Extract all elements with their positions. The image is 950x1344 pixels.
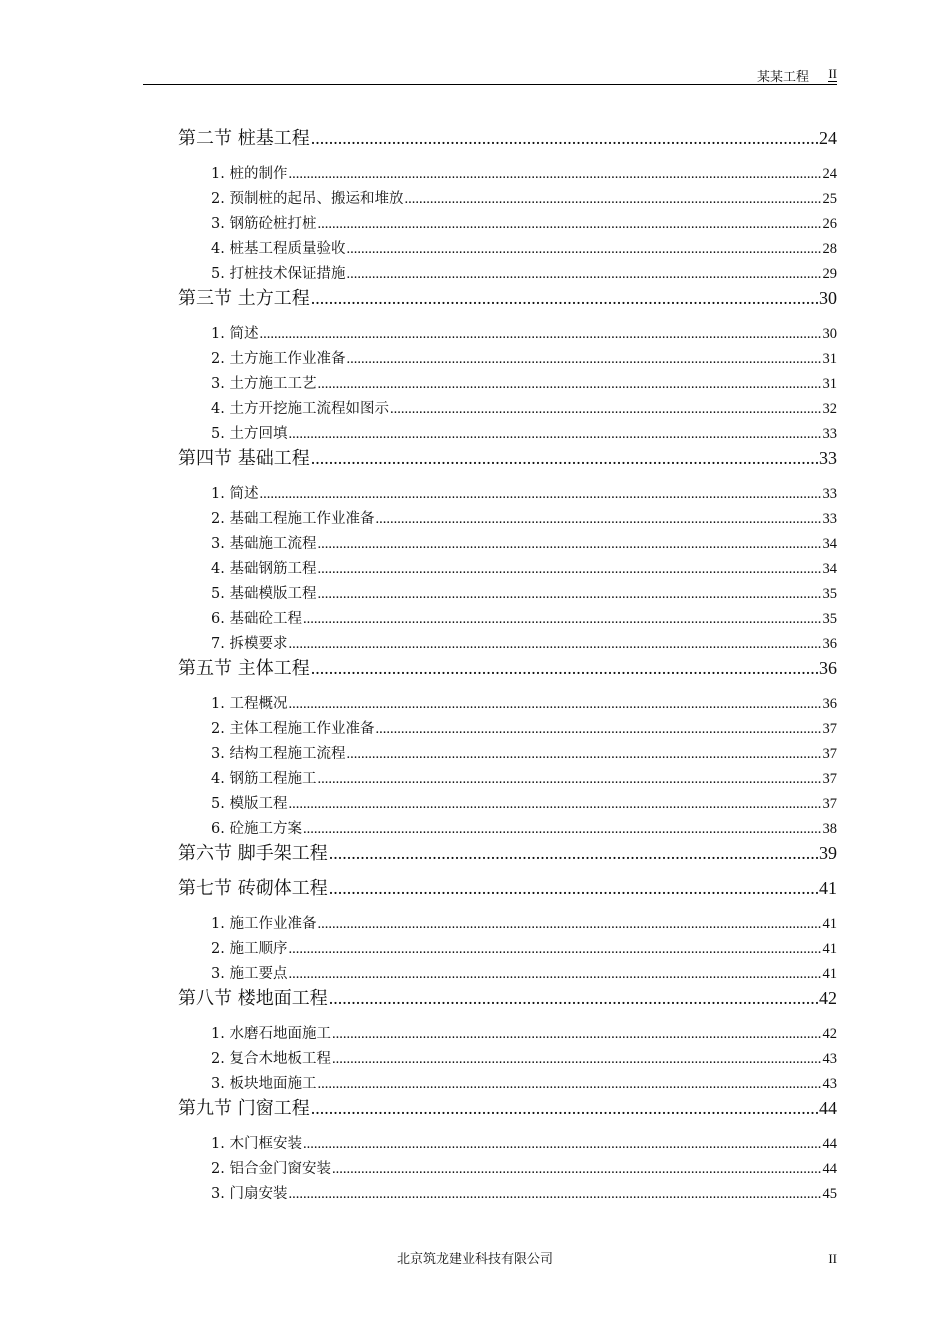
toc-page-number: 34 [822,561,837,577]
toc-page-number: 37 [822,771,837,787]
toc-label: 2. 铝合金门窗安装 [211,1161,331,1177]
toc-page-number: 44 [822,1161,837,1177]
toc-leader-dots [317,536,821,553]
toc-page-number: 37 [822,796,837,812]
toc-label: 第八节 楼地面工程 [178,988,328,1009]
toc-leader-dots [332,1051,822,1068]
toc-page-number: 31 [822,351,837,367]
toc-page-number: 41 [822,966,837,982]
toc-leader-dots [311,288,818,309]
toc-label: 第三节 土方工程 [178,288,310,309]
toc-page-number: 33 [822,426,837,442]
toc-leader-dots [288,696,821,713]
toc-leader-dots [288,1186,821,1203]
toc-label: 2. 基础工程施工作业准备 [211,511,375,527]
toc-leader-dots [288,966,821,983]
toc-label: 第七节 砖砌体工程 [178,878,328,899]
page-header [143,64,837,85]
toc-page-number: 24 [819,128,837,148]
toc-label: 3. 基础施工流程 [211,536,317,552]
toc-leader-dots [329,988,818,1009]
toc-page-number: 35 [822,611,837,627]
toc-item[interactable] [211,237,837,257]
toc-page-number: 42 [822,1026,837,1042]
toc-item[interactable] [211,1022,837,1042]
toc-leader-dots [329,878,818,899]
toc-page-number: 43 [822,1051,837,1067]
toc-leader-dots [375,511,821,528]
toc-leader-dots [317,586,821,603]
toc-item[interactable] [211,1132,837,1152]
toc-leader-dots [303,611,822,628]
toc-leader-dots [303,1136,822,1153]
toc-item[interactable] [211,507,837,527]
toc-item[interactable] [211,1047,837,1067]
toc-page-number: 30 [819,288,837,308]
toc-leader-dots [346,241,821,258]
toc-leader-dots [317,216,821,233]
toc-page-number: 45 [822,1186,837,1202]
toc-page-number: 31 [822,376,837,392]
toc-leader-dots [375,721,821,738]
toc-label: 2. 施工顺序 [211,941,288,957]
toc-label: 3. 施工要点 [211,966,288,982]
toc-leader-dots [311,1098,818,1119]
toc-leader-dots [317,376,821,393]
toc-leader-dots [329,843,818,864]
toc-label: 3. 土方施工工艺 [211,376,317,392]
toc-item[interactable] [211,347,837,367]
toc-leader-dots [288,636,821,653]
toc-label: 第五节 主体工程 [178,658,310,679]
toc-page-number: 44 [822,1136,837,1152]
header-page-number: II [828,66,837,81]
toc-section[interactable] [178,654,837,678]
toc-leader-dots [311,448,818,469]
toc-label: 1. 水磨石地面施工 [211,1026,331,1042]
toc-label: 4. 桩基工程质量验收 [211,241,346,257]
toc-leader-dots [311,658,818,679]
toc-item[interactable] [211,532,837,552]
toc-page-number: 44 [819,1098,837,1118]
toc-page-number: 43 [822,1076,837,1092]
toc-item[interactable] [211,262,837,282]
toc-leader-dots [303,821,822,838]
toc-label: 1. 简述 [211,326,259,342]
toc-item[interactable] [211,767,837,787]
toc-label: 4. 基础钢筋工程 [211,561,317,577]
toc-item[interactable] [211,912,837,932]
toc-leader-dots [311,128,818,149]
toc-label: 5. 土方回填 [211,426,288,442]
toc-item[interactable] [211,817,837,837]
toc-label: 4. 土方开挖施工流程如图示 [211,401,389,417]
toc-item[interactable] [211,607,837,627]
toc-page-number: 41 [822,916,837,932]
toc-page-number: 29 [822,266,837,282]
toc-leader-dots [346,746,821,763]
toc-label: 6. 基础砼工程 [211,611,302,627]
toc-item[interactable] [211,187,837,207]
toc-leader-dots [332,1161,822,1178]
toc-page-number: 36 [819,658,837,678]
toc-item[interactable] [211,212,837,232]
toc-item[interactable] [211,322,837,342]
toc-leader-dots [317,561,821,578]
toc-page-number: 30 [822,326,837,342]
toc-page-number: 33 [822,511,837,527]
toc-leader-dots [317,771,821,788]
toc-item[interactable] [211,792,837,812]
toc-label: 第九节 门窗工程 [178,1098,310,1119]
toc-label: 第四节 基础工程 [178,448,310,469]
toc-label: 1. 简述 [211,486,259,502]
toc-label: 5. 基础模版工程 [211,586,317,602]
toc-leader-dots [288,941,821,958]
toc-section[interactable] [178,839,837,863]
toc-section[interactable] [178,284,837,308]
toc-label: 3. 门扇安装 [211,1186,288,1202]
toc-leader-dots [288,166,821,183]
header-title: 某某工程 [756,70,809,85]
toc-label: 3. 板块地面施工 [211,1076,317,1092]
toc-item[interactable] [211,397,837,417]
toc-label: 1. 工程概况 [211,696,288,712]
toc-label: 2. 预制桩的起吊、搬运和堆放 [211,191,404,207]
toc-leader-dots [390,401,822,418]
toc-label: 2. 主体工程施工作业准备 [211,721,375,737]
toc-item[interactable] [211,962,837,982]
toc-page-number: 42 [819,988,837,1008]
toc-label: 4. 钢筋工程施工 [211,771,317,787]
toc-leader-dots [259,326,821,343]
toc-page-number: 24 [822,166,837,182]
toc-item[interactable] [211,372,837,392]
toc-leader-dots [317,1076,821,1093]
toc-section[interactable] [178,984,837,1008]
toc-label: 3. 结构工程施工流程 [211,746,346,762]
toc-page-number: 36 [822,636,837,652]
toc-page-number: 41 [822,941,837,957]
toc-page-number: 37 [822,721,837,737]
toc-label: 第二节 桩基工程 [178,128,310,149]
toc-leader-dots [259,486,821,503]
toc-label: 第六节 脚手架工程 [178,843,328,864]
footer-company: 北京筑龙建业科技有限公司 [396,1252,553,1267]
toc-item[interactable] [211,692,837,712]
toc-leader-dots [332,1026,822,1043]
toc-label: 1. 木门框安装 [211,1136,302,1152]
toc-page-number: 35 [822,586,837,602]
toc-label: 2. 土方施工作业准备 [211,351,346,367]
toc-page-number: 33 [822,486,837,502]
toc-item[interactable] [211,582,837,602]
toc-item[interactable] [211,937,837,957]
toc-page-number: 37 [822,746,837,762]
toc-page-number: 38 [822,821,837,837]
toc-section[interactable] [178,874,837,898]
toc-leader-dots [317,916,821,933]
toc-page-number: 32 [822,401,837,417]
toc-page-number: 36 [822,696,837,712]
toc-page-number: 34 [822,536,837,552]
toc-label: 3. 钢筋砼桩打桩 [211,216,317,232]
toc-leader-dots [404,191,821,208]
toc-item[interactable] [211,632,837,652]
toc-label: 1. 施工作业准备 [211,916,317,932]
toc-item[interactable] [211,557,837,577]
toc-leader-dots [288,796,821,813]
toc-page-number: 33 [819,448,837,468]
toc-item[interactable] [211,1072,837,1092]
toc-label: 5. 打桩技术保证措施 [211,266,346,282]
toc-section[interactable] [178,444,837,468]
toc-item[interactable] [211,742,837,762]
toc-label: 2. 复合木地板工程 [211,1051,331,1067]
toc-page-number: 25 [822,191,837,207]
toc-leader-dots [288,426,821,443]
toc-leader-dots [346,351,821,368]
toc-section[interactable] [178,124,837,148]
toc-item[interactable] [211,717,837,737]
toc-label: 1. 桩的制作 [211,166,288,182]
toc-page-number: 39 [819,843,837,863]
toc-label: 6. 砼施工方案 [211,821,302,837]
toc-item[interactable] [211,422,837,442]
toc-item[interactable] [211,1182,837,1202]
toc-leader-dots [346,266,821,283]
toc-page-number: 41 [819,878,837,898]
footer-page-number: II [828,1251,837,1266]
toc-item[interactable] [211,162,837,182]
toc-item[interactable] [211,482,837,502]
toc-section[interactable] [178,1094,837,1118]
toc-label: 7. 拆模要求 [211,636,288,652]
toc-label: 5. 模版工程 [211,796,288,812]
toc-page-number: 26 [822,216,837,232]
toc-page-number: 28 [822,241,837,257]
toc-item[interactable] [211,1157,837,1177]
